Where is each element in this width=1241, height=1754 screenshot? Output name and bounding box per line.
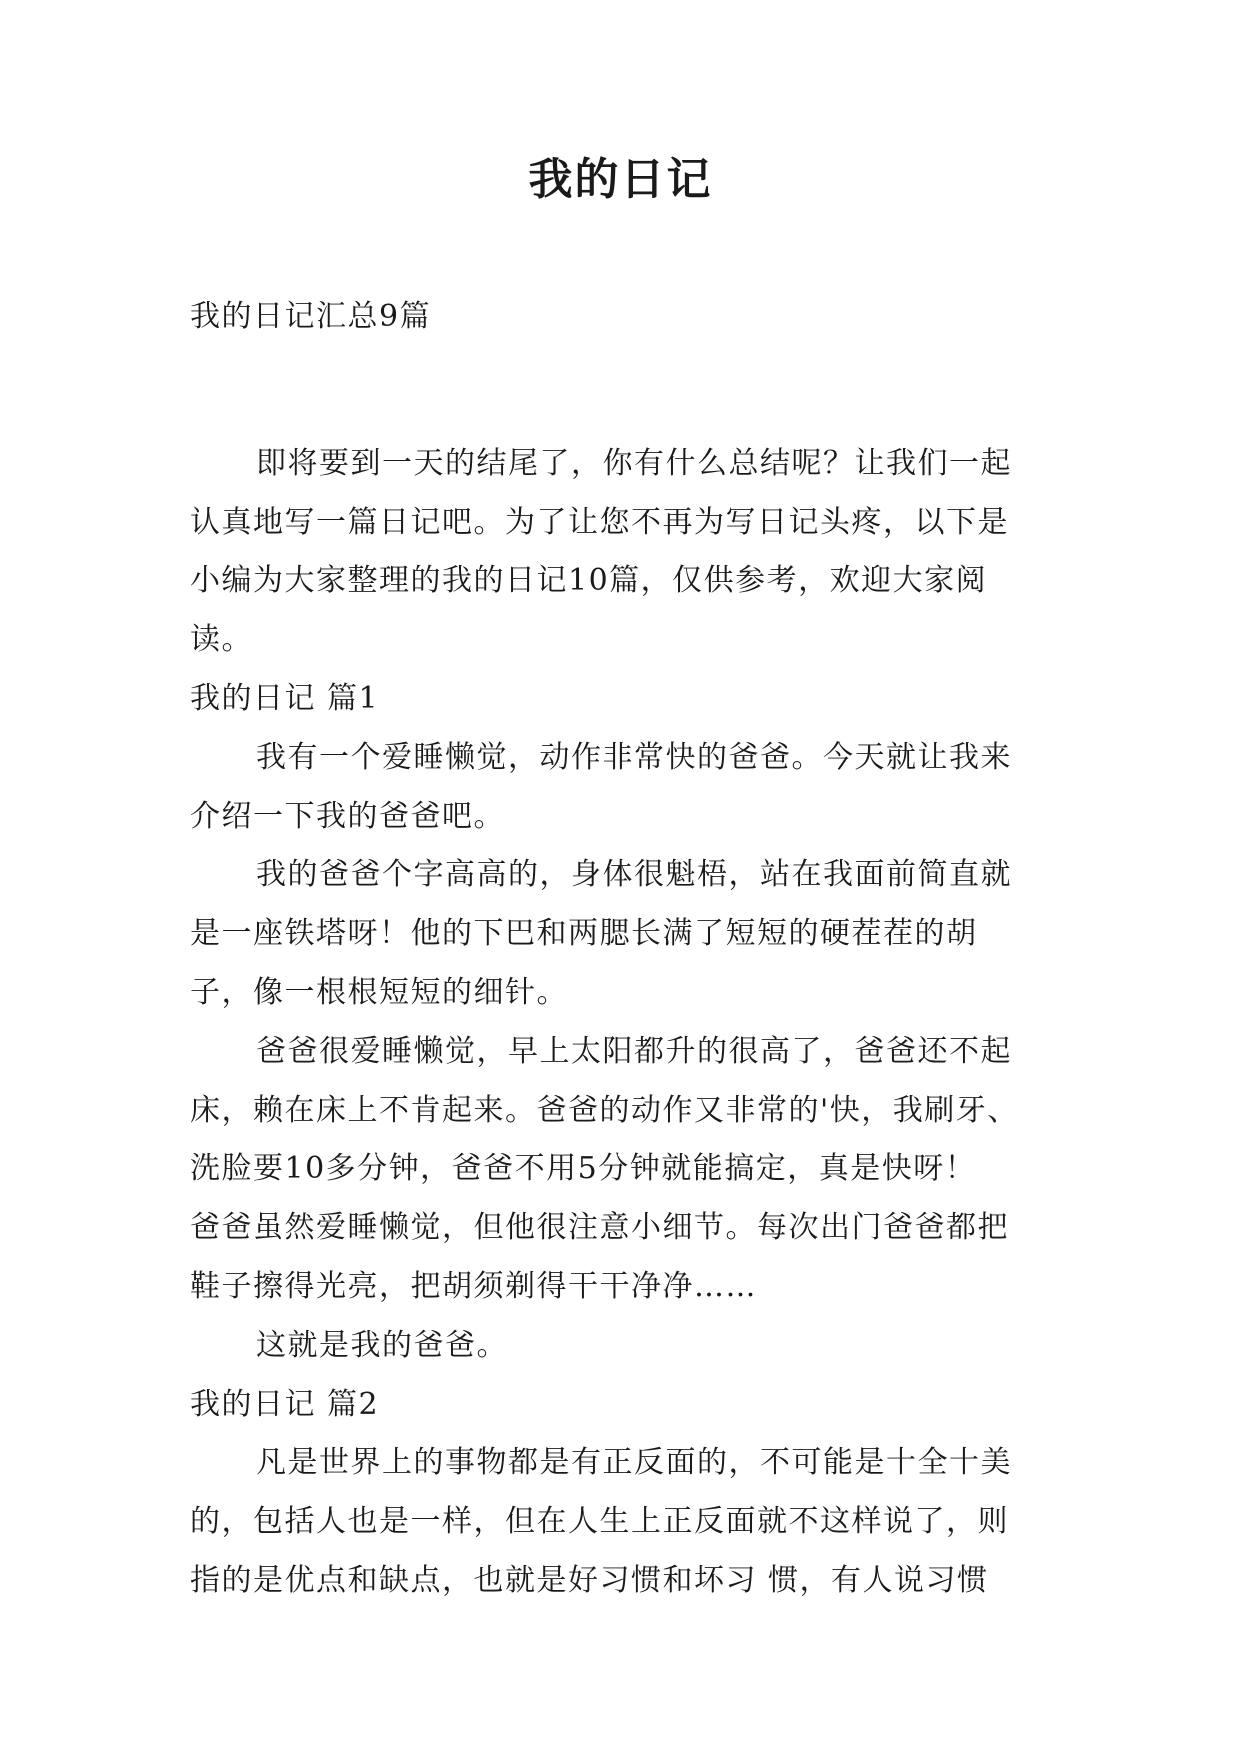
- paragraph-line: 我有一个爱睡懒觉，动作非常快的爸爸。今天就让我来: [256, 739, 1012, 775]
- paragraph-line: 爸爸很爱睡懒觉，早上太阳都升的很高了，爸爸还不起: [256, 1033, 1012, 1069]
- paragraph-line: 即将要到一天的结尾了，你有什么总结呢？让我们一起: [256, 445, 1012, 481]
- document-title: 我的日记: [528, 154, 713, 205]
- document-body: [190, 288, 1070, 1611]
- document-subtitle: 我的日记汇总9篇: [190, 299, 432, 334]
- paragraph-line: 子，像一根根短短的细针。: [190, 974, 568, 1010]
- paragraph-line: 鞋子擦得光亮，把胡须剃得干干净净……: [190, 1268, 757, 1304]
- paragraph-line: 介绍一下我的爸爸吧。: [190, 798, 505, 834]
- paragraph-line: 是一座铁塔呀！他的下巴和两腮长满了短短的硬茬茬的胡: [190, 916, 978, 952]
- paragraph-line: 洗脸要10多分钟，爸爸不用5分钟就能搞定，真是快呀！: [190, 1151, 977, 1187]
- paragraph-line: 的，包括人也是一样，但在人生上正反面就不这样说了，则: [190, 1504, 1009, 1540]
- paragraph-line: 凡是世界上的事物都是有正反面的，不可能是十全十美: [256, 1445, 1012, 1481]
- paragraph-line: 小编为大家整理的我的日记10篇，仅供参考，欢迎大家阅: [190, 563, 988, 599]
- paragraph-line: 床，赖在床上不肯起来。爸爸的动作又非常的'快，我刷牙、: [190, 1092, 1019, 1128]
- blank-gap: [190, 347, 1070, 435]
- paragraph-line: 我的爸爸个字高高的，身体很魁梧，站在我面前简直就: [256, 857, 1012, 893]
- section-heading-2: 我的日记 篇2: [190, 1386, 380, 1422]
- paragraph-line: 爸爸虽然爱睡懒觉，但他很注意小细节。每次出门爸爸都把: [190, 1210, 1009, 1246]
- paragraph-line: 这就是我的爸爸。: [256, 1327, 508, 1363]
- paragraph-line: 读。: [190, 622, 253, 658]
- section-heading-1: 我的日记 篇1: [190, 680, 380, 716]
- paragraph-line: 认真地写一篇日记吧。为了让您不再为写日记头疼，以下是: [190, 504, 1009, 540]
- paragraph-line: 指的是优点和缺点，也就是好习惯和坏习 惯，有人说习惯: [190, 1562, 989, 1598]
